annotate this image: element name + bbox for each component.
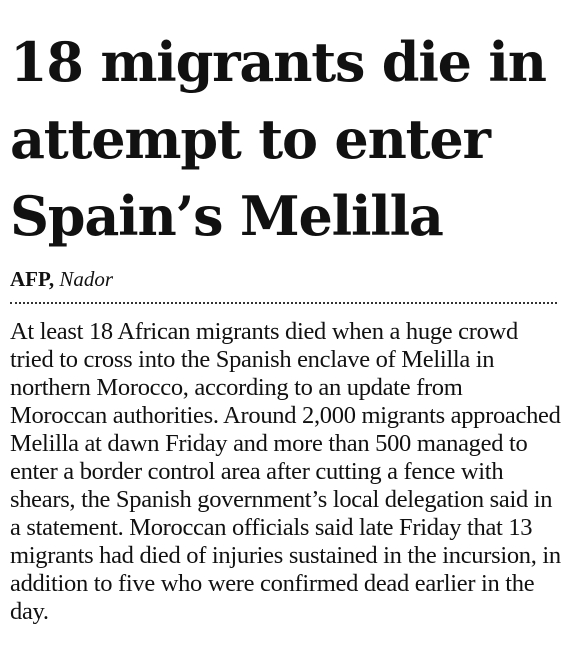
byline-agency: AFP, bbox=[10, 267, 55, 291]
headline: 18 migrants die in attempt to enter Spain’s Melilla bbox=[10, 30, 546, 248]
byline-location: Nador bbox=[59, 267, 114, 291]
byline bbox=[10, 266, 113, 292]
article-body: At least 18 African migrants died when a huge crowd tried to cross into the Spanish enclave of Melilla in northern Morocco, according to an update from Moroccan authorities. Around 2,000 migrants approached Melilla at dawn Friday and more than 500 managed to enter a border control area after cutting a fence with shears, the Spanish government’s local delegation said in a statement. Moroccan officials said late Friday that 13 migrants had died of injuries sustained in the incursion, in addition to five who were confirmed dead earlier in the day. bbox=[10, 318, 561, 625]
dotted-divider bbox=[10, 302, 557, 304]
